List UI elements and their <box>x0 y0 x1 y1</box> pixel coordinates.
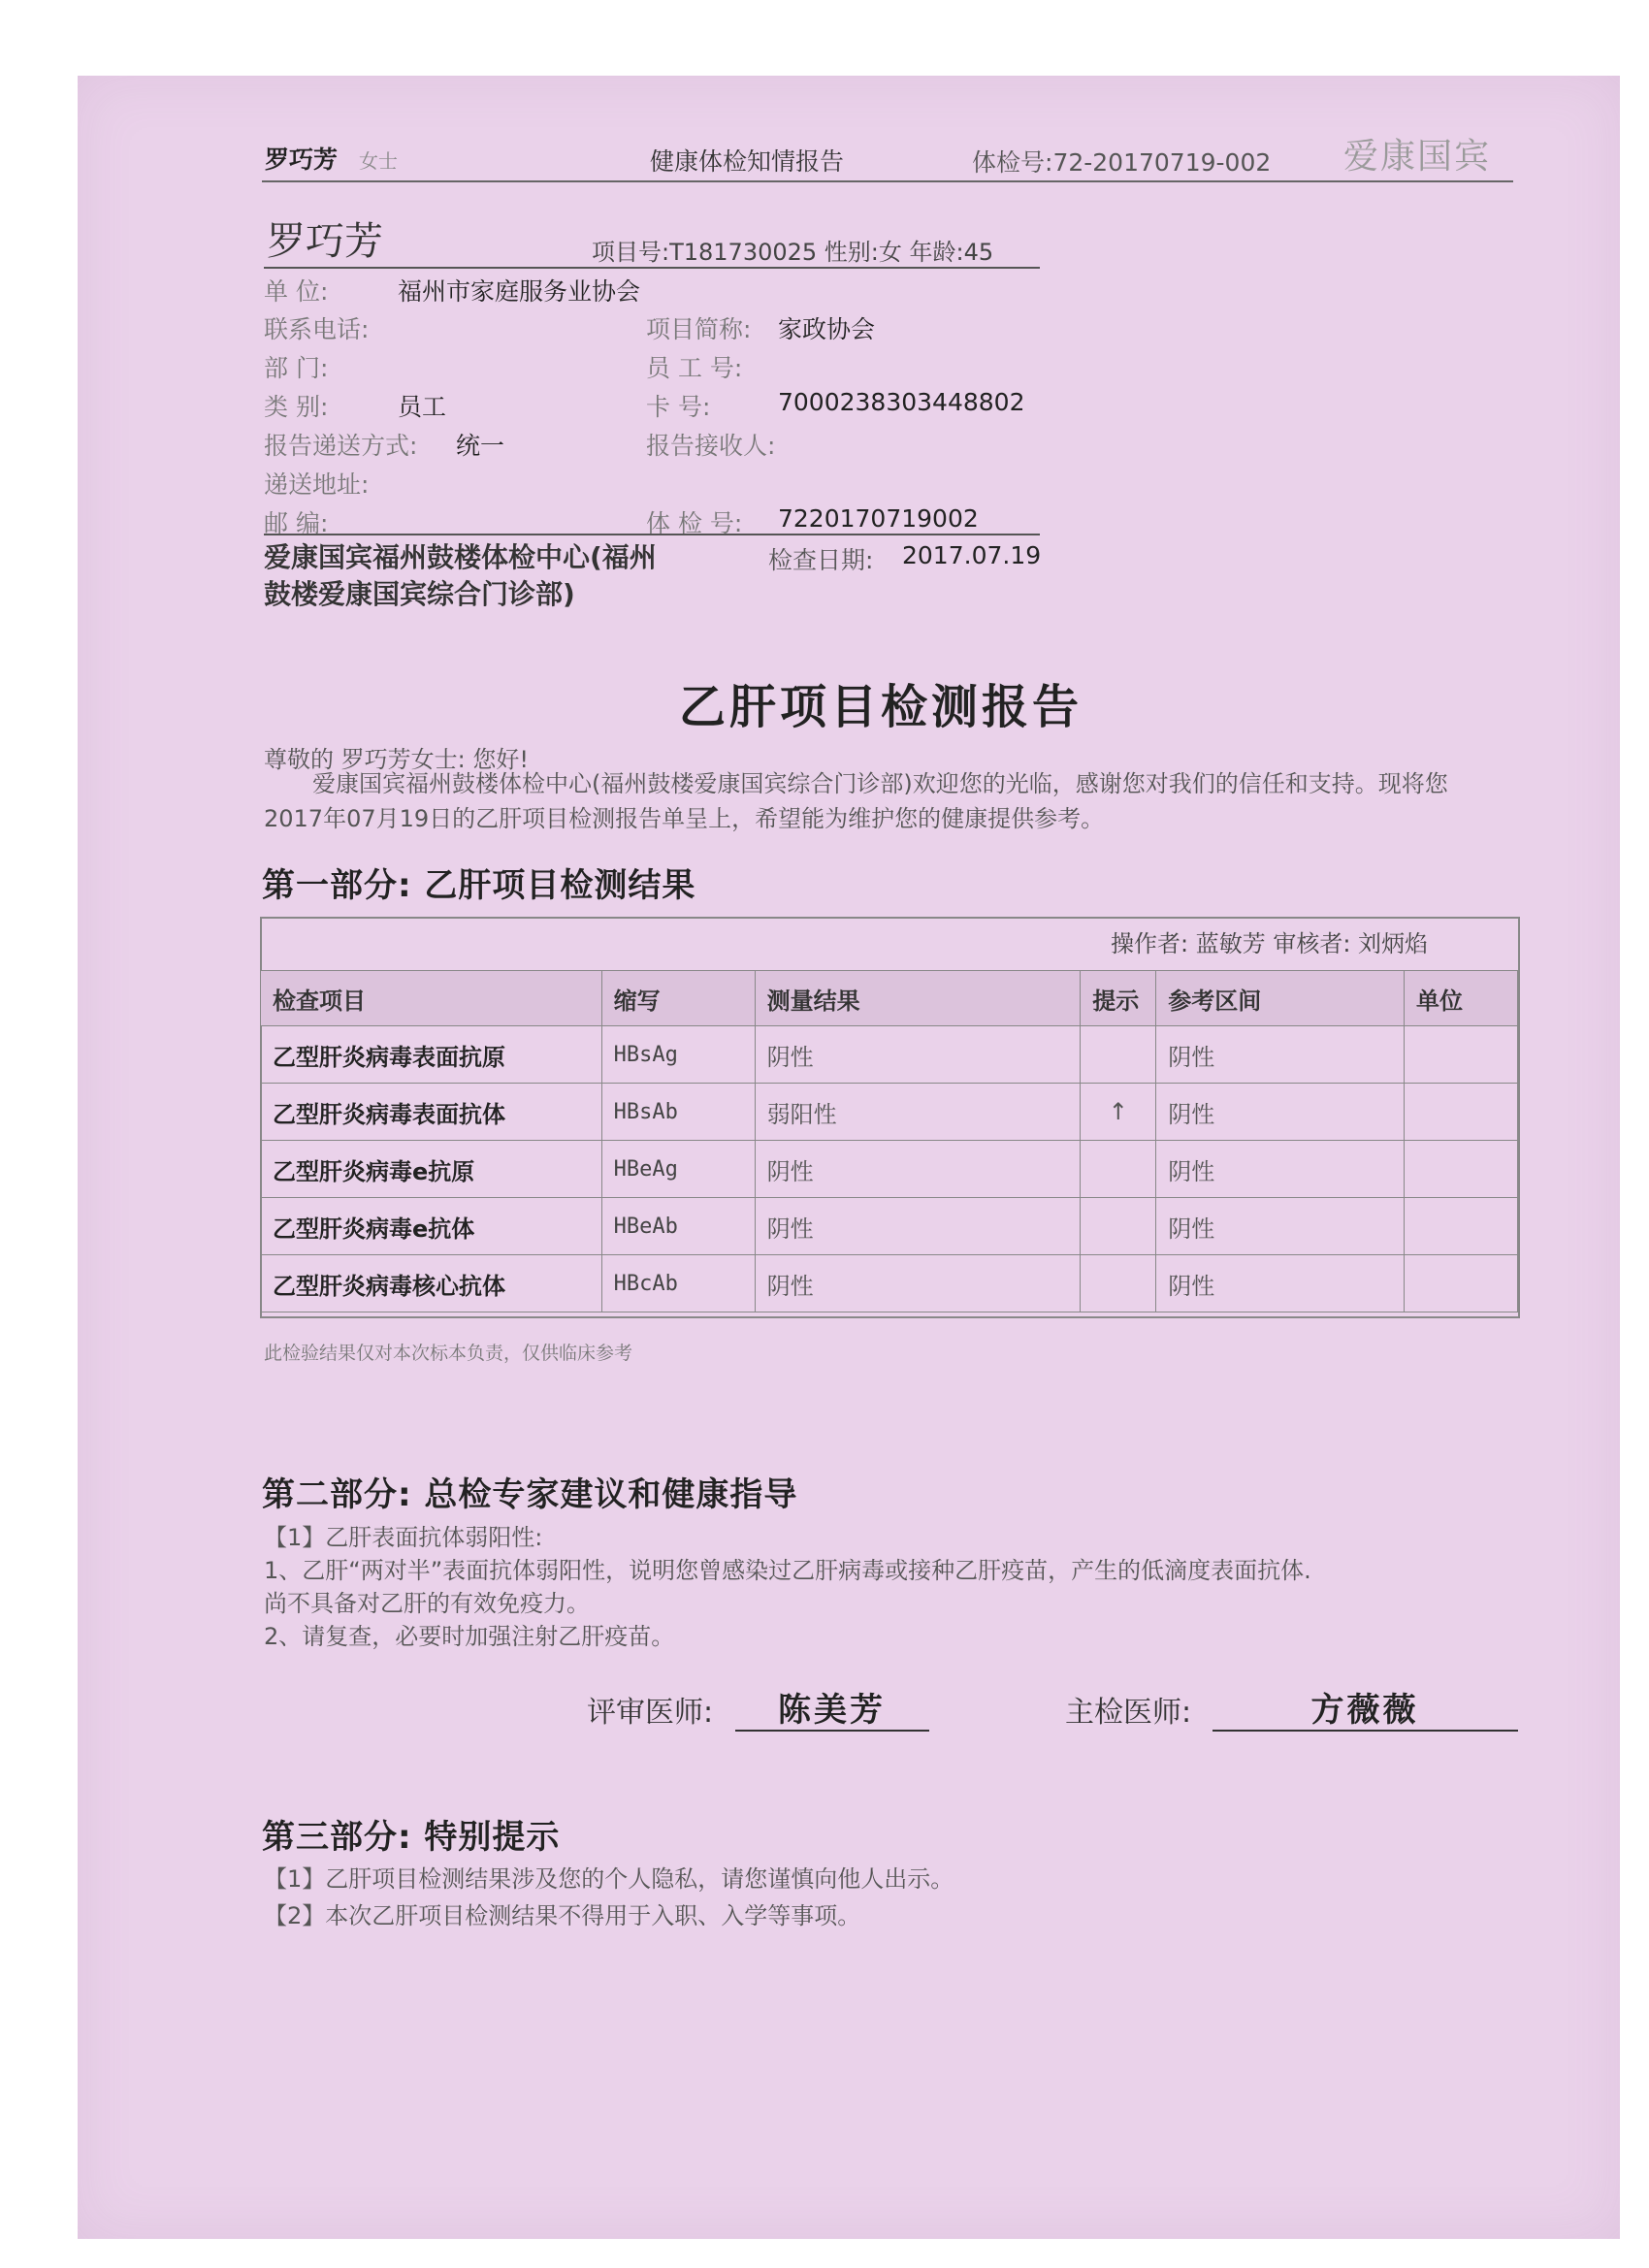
client-divider-bottom <box>264 534 1040 535</box>
cell-result: 阴性 <box>755 1141 1081 1198</box>
cell-reference: 阴性 <box>1156 1198 1405 1255</box>
advice-line: 1、乙肝“两对半”表面抗体弱阳性，说明您曾感染过乙肝病毒或接种乙肝疫苗，产生的低滴度表面抗体. <box>264 1557 1311 1584</box>
col-header-reference: 参考区间 <box>1156 971 1405 1026</box>
cell-abbr: HBeAb <box>601 1198 755 1255</box>
exam-date-value: 2017.07.19 <box>902 541 1042 569</box>
cell-unit <box>1405 1255 1518 1312</box>
field-label-unit: 单 位: <box>264 277 329 306</box>
results-disclaimer: 此检验结果仅对本次标本负责，仅供临床参考 <box>264 1343 633 1364</box>
cell-item: 乙型肝炎病毒核心抗体 <box>261 1255 602 1312</box>
cell-item: 乙型肝炎病毒表面抗体 <box>261 1084 602 1141</box>
exam-date-label: 检查日期: <box>768 546 874 574</box>
cell-unit <box>1405 1198 1518 1255</box>
table-row <box>261 1198 1518 1255</box>
advice-line: 2、请复查，必要时加强注射乙肝疫苗。 <box>264 1623 675 1650</box>
notice-line: 【2】本次乙肝项目检测结果不得用于入职、入学等事项。 <box>264 1902 861 1929</box>
reviewer-signature: 陈美芳 <box>778 1691 886 1730</box>
reviewer-label: 评审医师: <box>587 1696 714 1730</box>
report-title: 乙肝项目检测报告 <box>679 680 1083 734</box>
cell-abbr: HBsAb <box>601 1084 755 1141</box>
cell-unit <box>1405 1084 1518 1141</box>
field-value-category: 员工 <box>398 393 447 421</box>
field-label-report-receiver: 报告接收人: <box>646 432 776 460</box>
client-name: 罗巧芳 <box>267 219 383 264</box>
field-label-category: 类 别: <box>264 393 329 421</box>
header-title-suffix: 女士 <box>359 149 398 173</box>
header-exam-no-value: 72-20170719-002 <box>1052 148 1272 177</box>
cell-result: 弱阳性 <box>755 1084 1081 1141</box>
part1-heading: 第一部分: 乙肝项目检测结果 <box>262 866 696 905</box>
field-label-exam-no: 体 检 号: <box>646 509 743 537</box>
cell-flag <box>1081 1141 1156 1198</box>
field-value-project-abbr: 家政协会 <box>778 315 876 343</box>
header-exam-no-label: 体检号: <box>972 148 1053 177</box>
cell-reference: 阴性 <box>1156 1026 1405 1084</box>
cell-item: 乙型肝炎病毒e抗原 <box>261 1141 602 1198</box>
client-divider-top <box>264 267 1040 269</box>
part3-heading: 第三部分: 特别提示 <box>262 1818 561 1857</box>
header-divider <box>262 180 1513 182</box>
exam-center-name: 爱康国宾福州鼓楼体检中心(福州鼓楼爱康国宾综合门诊部) <box>264 541 657 610</box>
field-value-exam-no: 7220170719002 <box>778 504 979 533</box>
cell-result: 阴性 <box>755 1198 1081 1255</box>
col-header-unit: 单位 <box>1405 971 1518 1026</box>
cell-item: 乙型肝炎病毒表面抗原 <box>261 1026 602 1084</box>
cell-unit <box>1405 1026 1518 1084</box>
cell-reference: 阴性 <box>1156 1141 1405 1198</box>
field-label-delivery-address: 递送地址: <box>264 470 370 499</box>
notice-line: 【1】乙肝项目检测结果涉及您的个人隐私，请您谨慎向他人出示。 <box>264 1865 954 1893</box>
col-header-result: 测量结果 <box>755 971 1081 1026</box>
intro-paragraph: 爱康国宾福州鼓楼体检中心(福州鼓楼爱康国宾综合门诊部)欢迎您的光临，感谢您对我们的信任和支持。现将您2017年07月19日的乙肝项目检测报告单呈上，希望能为维护您的健康提供参考。 <box>264 770 1448 832</box>
field-value-unit: 福州市家庭服务业协会 <box>398 277 641 306</box>
field-label-delivery-method: 报告递送方式: <box>264 432 418 460</box>
cell-unit <box>1405 1141 1518 1198</box>
table-row <box>261 1026 1518 1084</box>
cell-item: 乙型肝炎病毒e抗体 <box>261 1198 602 1255</box>
cell-flag <box>1081 1255 1156 1312</box>
table-row <box>261 1141 1518 1198</box>
cell-reference: 阴性 <box>1156 1084 1405 1141</box>
field-label-department: 部 门: <box>264 354 329 382</box>
cell-abbr: HBsAg <box>601 1026 755 1084</box>
cell-reference: 阴性 <box>1156 1255 1405 1312</box>
field-label-employee-no: 员 工 号: <box>646 354 743 382</box>
header-doc-type: 健康体检知情报告 <box>650 147 845 176</box>
table-header-row <box>261 971 1518 1026</box>
cell-flag <box>1081 1026 1156 1084</box>
cell-abbr: HBcAb <box>601 1255 755 1312</box>
col-header-flag: 提示 <box>1081 971 1156 1026</box>
col-header-abbr: 缩写 <box>601 971 755 1026</box>
field-label-phone: 联系电话: <box>264 315 370 343</box>
table-row <box>261 1255 1518 1312</box>
field-label-postcode: 邮 编: <box>264 509 329 537</box>
cell-flag: ↑ <box>1081 1084 1156 1141</box>
header-exam-no <box>972 144 1271 178</box>
col-header-item: 检查项目 <box>261 971 602 1026</box>
part2-heading: 第二部分: 总检专家建议和健康指导 <box>262 1475 798 1514</box>
cell-flag <box>1081 1198 1156 1255</box>
field-label-card-no: 卡 号: <box>646 393 711 421</box>
field-value-card-no: 7000238303448802 <box>778 388 1025 416</box>
reviewer-signature-line <box>735 1730 929 1732</box>
header-patient-name: 罗巧芳 <box>265 146 339 174</box>
field-value-delivery-method: 统一 <box>456 432 505 460</box>
field-label-project-abbr: 项目简称: <box>646 315 752 343</box>
brand-logo-text: 爱康国宾 <box>1343 137 1492 177</box>
cell-abbr: HBeAg <box>601 1141 755 1198</box>
operators-line: 操作者: 蓝敏芳 审核者: 刘炳焰 <box>1111 930 1429 957</box>
advice-line: 尚不具备对乙肝的有效免疫力。 <box>264 1590 590 1617</box>
chief-signature: 方薇薇 <box>1310 1691 1419 1730</box>
cell-result: 阴性 <box>755 1255 1081 1312</box>
client-project-line: 项目号:T181730025 性别:女 年龄:45 <box>592 239 994 266</box>
greeting: 尊敬的 罗巧芳女士: 您好! <box>264 746 529 773</box>
chief-label: 主检医师: <box>1065 1696 1192 1730</box>
cell-result: 阴性 <box>755 1026 1081 1084</box>
results-table <box>260 970 1518 1312</box>
advice-line: 【1】乙肝表面抗体弱阳性: <box>264 1524 543 1551</box>
table-row <box>261 1084 1518 1141</box>
chief-signature-line <box>1212 1730 1518 1732</box>
